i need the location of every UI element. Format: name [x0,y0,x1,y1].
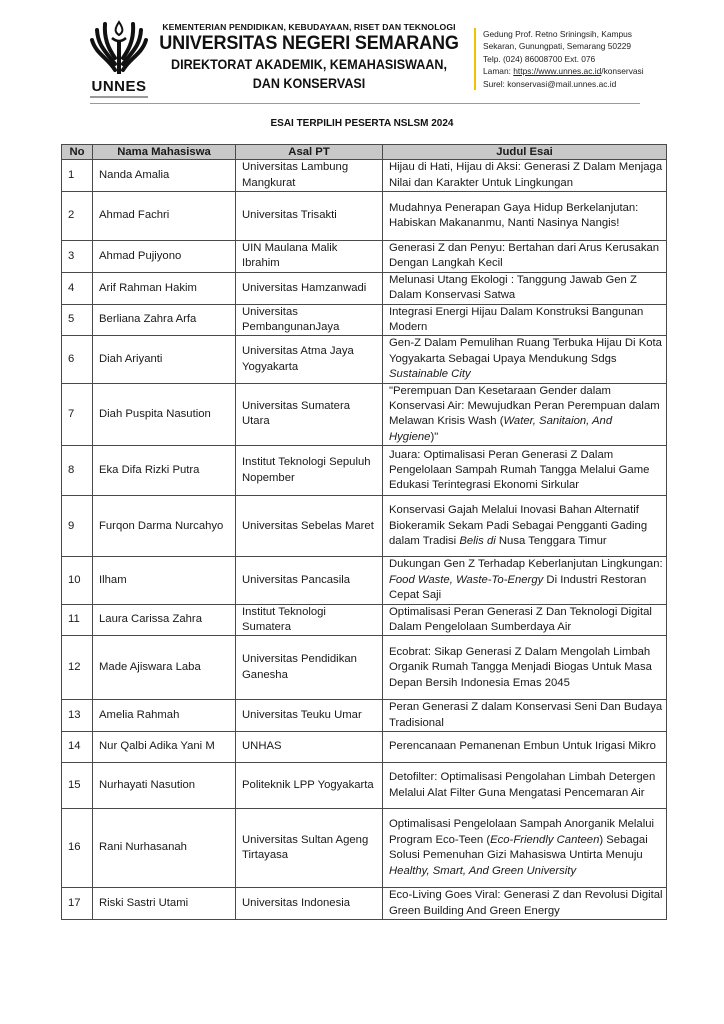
judul-segment: Integrasi Energi Hijau Dalam Konstruksi Bangunan Modern [389,305,644,334]
judul-italic-segment: Belis di [459,534,496,547]
judul-segment: Ecobrat: Sikap Generasi Z Dalam Mengolah Limbah Organik Rumah Tangga Menjadi Biogas Untuk Masa Depan Bersih Indonesia Emas 2045 [389,645,652,689]
cell-no: 11 [62,604,93,636]
table-row [62,763,667,809]
judul-italic-segment: Water, Sanitaion, And Hygiene [389,415,613,443]
cell-judul [383,272,667,304]
judul-segment: )" [430,430,439,443]
judul-segment: Dukungan Gen Z Terhadap Keberlanjutan Lingkungan: [389,558,663,571]
cell-judul [383,636,667,700]
cell-judul [383,192,667,241]
website-label: Laman: [483,66,514,77]
cell-judul [383,160,667,192]
address-line-2: Sekaran, Gunungpati, Semarang 50229 [483,41,632,52]
cell-judul [383,700,667,732]
cell-no: 2 [62,192,93,241]
letterhead-titles [150,22,468,93]
website-suffix: /konservasi [601,66,644,77]
table-row [62,272,667,304]
phone: Telp. (024) 86008700 Ext. 076 [483,53,596,64]
logo-subtitle-line [90,96,148,98]
cell-nama: Diah Puspita Nasution [93,383,236,446]
judul-segment: Konservasi Gajah Melalui Inovasi Bahan Alternatif Biokeramik Sekam Padi Sebagai Pengganti Gading dalam Tradisi [389,504,648,547]
table-row [62,809,667,888]
cell-nama: Diah Ariyanti [93,336,236,383]
cell-judul [383,496,667,557]
table-row [62,732,667,763]
table-row [62,446,667,496]
cell-nama: Made Ajiswara Laba [93,636,236,700]
cell-asal: Universitas Pendidikan Ganesha [236,636,383,700]
cell-nama: Nurhayati Nasution [93,763,236,809]
cell-nama: Furqon Darma Nurcahyo [93,496,236,557]
cell-judul [383,604,667,636]
essay-table [61,144,667,920]
cell-asal: Universitas Hamzanwadi [236,272,383,304]
cell-asal: Universitas Lambung Mangkurat [236,160,383,192]
email: Surel: konservasi@mail.unnes.ac.id [483,78,617,89]
ministry-name: KEMENTERIAN PENDIDIKAN, KEBUDAYAAN, RISET DAN TEKNOLOGI [162,22,456,32]
table-row [62,557,667,604]
cell-nama: Ahmad Pujiyono [93,241,236,273]
judul-segment: Mudahnya Penerapan Gaya Hidup Berkelanjutan: Habiskan Makananmu, Nanti Nasinya Nangis! [389,201,639,229]
judul-segment: Nusa Tenggara Timur [495,534,607,547]
cell-judul [383,383,667,446]
table-row [62,604,667,636]
cell-asal: Institut Teknologi Sepuluh Nopember [236,446,383,496]
judul-segment: Juara: Optimalisasi Peran Generasi Z Dalam Pengelolaan Sampah Rumah Tangga Melalui Game Edukasi Terintegrasi Ekonomi Sirkular [389,448,650,492]
cell-judul [383,304,667,336]
cell-judul [383,557,667,604]
cell-nama: Arif Rahman Hakim [93,272,236,304]
judul-segment: Peran Generasi Z dalam Konservasi Seni Dan Budaya Tradisional [389,701,663,729]
cell-no: 8 [62,446,93,496]
cell-no: 13 [62,700,93,732]
letterhead-divider [90,103,640,104]
judul-segment: Optimalisasi Peran Generasi Z Dan Teknologi Digital Dalam Pengelolaan Sumberdaya Air [389,605,652,633]
cell-asal: Universitas Atma Jaya Yogyakarta [236,336,383,383]
judul-segment: Hijau di Hati, Hijau di Aksi: Generasi Z Dalam Menjaga Nilai dan Karakter Untuk Lingkungan [389,161,663,189]
cell-asal: Universitas Teuku Umar [236,700,383,732]
judul-segment: "Perempuan Dan Kesetaraan Gender dalam Konservasi Air: Mewujudkan Peran Perempuan dalam Melawan Krisis Wash ( [389,384,660,428]
cell-asal: Universitas Trisakti [236,192,383,241]
cell-judul [383,336,667,383]
website [483,65,644,77]
cell-no: 14 [62,732,93,763]
cell-no: 16 [62,809,93,888]
table-row [62,888,667,920]
cell-asal: Universitas Sumatera Utara [236,383,383,446]
logo-text: UNNES [91,78,147,95]
judul-segment: Gen-Z Dalam Pemulihan Ruang Terbuka Hijau Di Kota Yogyakarta Sebagai Upaya Mendukung Sdgs [389,337,662,365]
header-judul: Judul Esai [383,145,667,160]
table-row [62,304,667,336]
cell-nama: Eka Difa Rizki Putra [93,446,236,496]
judul-segment: Perencanaan Pemanenan Embun Untuk Irigasi Mikro [389,740,656,753]
judul-segment: ) Sebagai Solusi Pemenuhan Gizi Mahasiswa Untirta Menuju [389,833,648,862]
unnes-emblem-icon [88,18,150,78]
cell-judul [383,763,667,809]
cell-nama: Ahmad Fachri [93,192,236,241]
judul-segment: Eco-Living Goes Viral: Generasi Z dan Revolusi Digital Green Building And Green Energy [389,889,663,917]
cell-no: 6 [62,336,93,383]
cell-nama: Nur Qalbi Adika Yani M [93,732,236,763]
directorate-line-1: DIREKTORAT AKADEMIK, KEMAHASISWAAN, [171,57,447,72]
cell-judul [383,888,667,920]
cell-no: 15 [62,763,93,809]
cell-judul [383,241,667,273]
unnes-logo [84,18,154,100]
cell-asal: UIN Maulana Malik Ibrahim [236,241,383,273]
table-row [62,192,667,241]
judul-italic-segment: Eco-Friendly Canteen [490,833,600,846]
table-row [62,636,667,700]
table-row [62,496,667,557]
table-row [62,336,667,383]
directorate-line-2: DAN KONSERVASI [252,76,366,91]
cell-nama: Berliana Zahra Arfa [93,304,236,336]
cell-asal: Universitas Pancasila [236,557,383,604]
table-body [62,160,667,920]
judul-segment: Di Industri Restoran Cepat Saji [389,573,647,602]
cell-asal: UNHAS [236,732,383,763]
cell-no: 4 [62,272,93,304]
judul-segment: Optimalisasi Pengelolaan Sampah Anorganik Melalui Program Eco-Teen ( [389,818,655,846]
table-row [62,241,667,273]
cell-no: 7 [62,383,93,446]
cell-asal: Politeknik LPP Yogyakarta [236,763,383,809]
address-line-1: Gedung Prof. Retno Sriningsih, Kampus [483,29,632,39]
judul-segment: Generasi Z dan Penyu: Bertahan dari Arus Kerusakan Dengan Langkah Kecil [389,242,660,270]
cell-nama: Rani Nurhasanah [93,809,236,888]
judul-segment: Melunasi Utang Ekologi : Tanggung Jawab Gen Z Dalam Konservasi Satwa [389,273,637,302]
cell-no: 9 [62,496,93,557]
website-link[interactable]: https://www.unnes.ac.id [513,66,602,77]
cell-asal: Universitas Sebelas Maret [236,496,383,557]
cell-no: 5 [62,304,93,336]
cell-no: 1 [62,160,93,192]
university-name: UNIVERSITAS NEGERI SEMARANG [159,33,459,54]
table-row [62,160,667,192]
cell-no: 3 [62,241,93,273]
judul-segment: Detofilter: Optimalisasi Pengolahan Limbah Detergen Melalui Alat Filter Guna Mengatasi Pencemaran Air [389,771,656,799]
judul-italic-segment: Healthy, Smart, And Green University [389,864,577,877]
judul-italic-segment: Sustainable City [389,368,471,381]
contact-info [474,28,644,90]
cell-no: 10 [62,557,93,604]
cell-nama: Riski Sastri Utami [93,888,236,920]
cell-judul [383,809,667,888]
cell-asal: Universitas Indonesia [236,888,383,920]
cell-judul [383,446,667,496]
cell-no: 17 [62,888,93,920]
cell-nama: Nanda Amalia [93,160,236,192]
cell-nama: Ilham [93,557,236,604]
document-title: ESAI TERPILIH PESERTA NSLSM 2024 [270,117,454,129]
table-row [62,383,667,446]
cell-asal: Universitas PembangunanJaya [236,304,383,336]
judul-italic-segment: Food Waste, Waste-To-Energy [389,573,544,586]
header-no: No [62,145,93,160]
cell-nama: Amelia Rahmah [93,700,236,732]
header-asal: Asal PT [236,145,383,160]
cell-asal: Institut Teknologi Sumatera [236,604,383,636]
cell-no: 12 [62,636,93,700]
cell-asal: Universitas Sultan Ageng Tirtayasa [236,809,383,888]
table-header-row [62,145,667,160]
cell-judul [383,732,667,763]
header-nama: Nama Mahasiswa [93,145,236,160]
table-row [62,700,667,732]
cell-nama: Laura Carissa Zahra [93,604,236,636]
